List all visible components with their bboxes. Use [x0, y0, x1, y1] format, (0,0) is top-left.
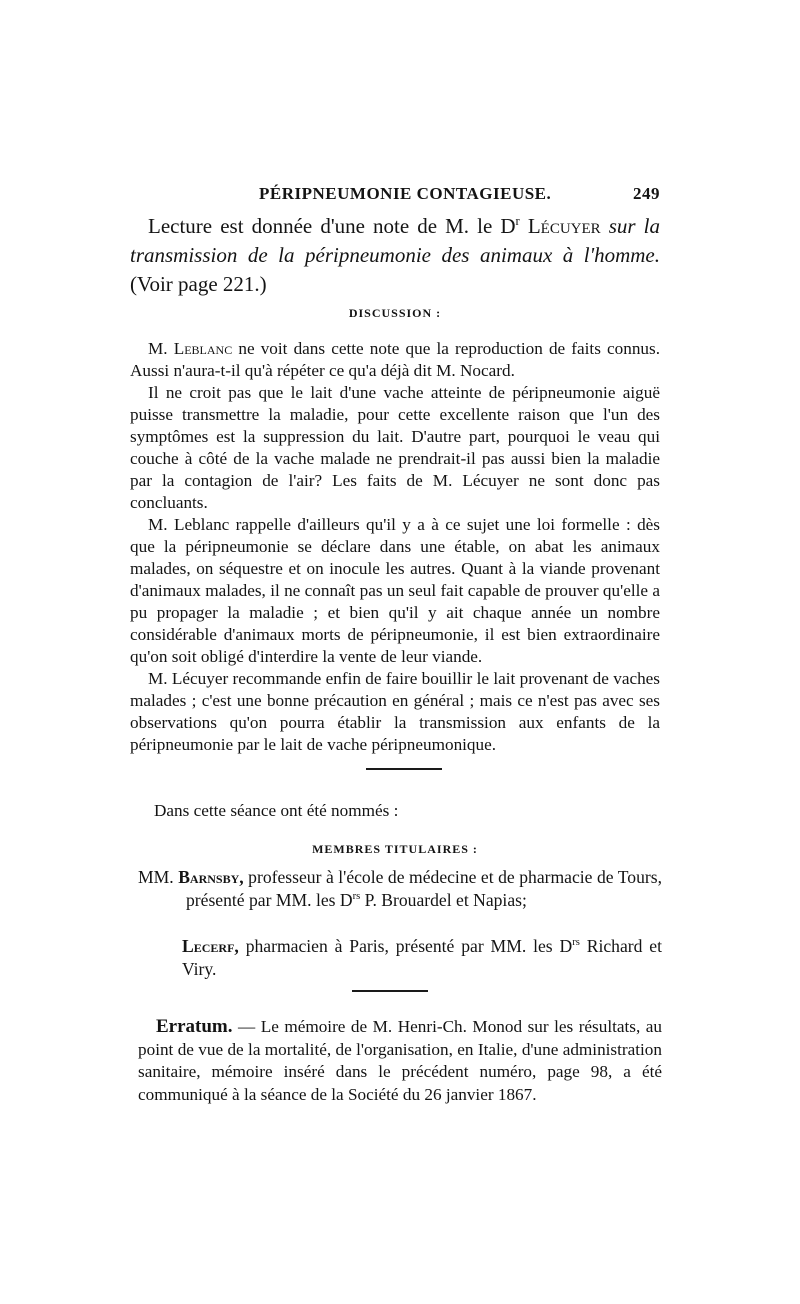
discussion-paragraph: M. Leblanc rappelle d'ailleurs qu'il y a à ce sujet une loi formelle : dès que la péripneumonie se déclare dans une étable, on abat les animaux malades, on séquestre et on inocule les autres. Quant à la viande provenant d'animaux malades, il ne connaît pas un seul fait capable de prouver qu'elle a pu propager la maladie ; et bien qu'il y ait chaque année un nombre considérable d'animaux morts de péripneumonie, il est bien extraordinaire qu'on soit obligé d'interdire la vente de leur viande. [130, 515, 660, 666]
discussion-paragraph [130, 338, 660, 382]
member-text: Richard et Viry. [182, 936, 662, 979]
section-rule [352, 990, 428, 992]
doctors-abbrev-sup: rs [352, 891, 361, 903]
member-text: professeur à l'école de médecine et de pharmacie de Tours, présenté par MM. les D [186, 867, 662, 910]
member-entry [182, 935, 662, 981]
seance-intro: Dans cette séance ont été nommés : [154, 801, 399, 820]
discussion-heading: DISCUSSION : [348, 306, 442, 320]
running-head-title: PÉRIPNEUMONIE CONTAGIEUSE. [259, 184, 552, 203]
member-name: Lecerf, [182, 936, 239, 956]
member-text: pharmacien à Paris, présenté par MM. les D [245, 936, 573, 956]
discussion-paragraph: M. Lécuyer recommande enfin de faire bouillir le lait provenant de vaches malades ; c'est une bonne précaution en général ; mais ce n'est pas avec ses observations qu'on pourra établir la transmission aux enfants de la péripneumonie par le lait de vache péripneumonique. [130, 669, 660, 754]
erratum-paragraph [138, 1016, 662, 1106]
running-head [140, 184, 660, 208]
page-number: 249 [633, 184, 660, 203]
author-name: Lécuyer [527, 214, 601, 238]
member-text: P. Brouardel et Napias; [364, 890, 527, 910]
discussion-paragraph: Il ne croit pas que le lait d'une vache atteinte de péripneumonie aiguë puisse transmettre la maladie, pour cette excellente raison que l'un des symptômes est la suppression du lait. D'autre part, pourquoi le veau qui couche à côté de la vache malade ne prendrait-il pas aussi bien la maladie par la contagion de l'air? Les faits de M. Lécuyer ne sont donc pas concluants. [130, 383, 660, 512]
paragraph-text: ne voit dans cette note que la reproduction de faits connus. Aussi n'aura-t-il qu'à répéter ce qu'a déjà dit M. Nocard. [130, 339, 661, 380]
speaker-name: M. Leblanc [148, 339, 233, 358]
section-rule [366, 768, 442, 770]
members-heading: MEMBRES TITULAIRES : [312, 842, 478, 856]
doctor-abbrev-sup: r [515, 214, 520, 228]
lecture-text: Lecture est donnée d'une note de M. le D [148, 214, 516, 238]
discussion-body [130, 338, 660, 756]
note-title: sur la transmission de la péripneumonie des animaux à l'homme. [130, 214, 660, 267]
erratum-text: — Le mémoire de M. Henri-Ch. Monod sur les résultats, au point de vue de la mortalité, de l'organisation, en Italie, d'une administration sanitaire, mémoire inséré dans le précédent numéro, page 98, a été communiqué à la séance de la Société du 26 janvier 1867. [138, 1017, 662, 1104]
page-reference: (Voir page 221.) [130, 272, 267, 296]
member-prefix: MM. [138, 867, 174, 887]
member-entry [138, 866, 662, 912]
member-name: Barnsby, [178, 867, 244, 887]
erratum-label: Erratum. [156, 1016, 233, 1037]
lecture-paragraph [130, 212, 660, 299]
doctors-abbrev-sup: rs [572, 937, 580, 949]
